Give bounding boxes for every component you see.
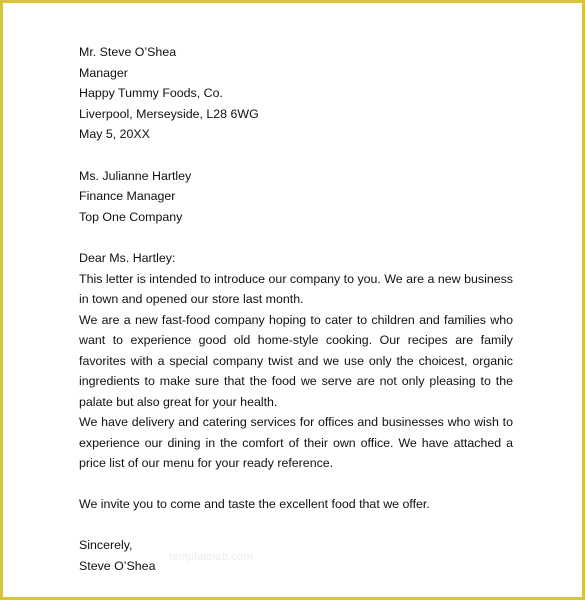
- salutation: Dear Ms. Hartley:: [79, 251, 176, 265]
- letter-page: [79, 42, 513, 576]
- body-paragraph: We invite you to come and taste the excellent food that we offer.: [79, 496, 430, 511]
- recipient-title: Finance Manager: [79, 189, 176, 203]
- valediction: Sincerely,: [79, 538, 133, 552]
- sender-address: Liverpool, Merseyside, L28 6WG: [79, 106, 259, 121]
- watermark: templatelab.com: [169, 551, 253, 563]
- recipient-name: Ms. Julianne Hartley: [79, 168, 192, 183]
- spacer: [79, 145, 513, 166]
- body-paragraph: We are a new fast-food company hoping to cater to children and families who want to experience good old home-style cooking. Our recipes are family favorites with a special company twist and we use only the choicest, organic ingredients to make sure that the food we serve are not only pleasing to the palate but also great for your health.: [79, 312, 513, 409]
- recipient-company: Top One Company: [79, 209, 183, 224]
- recipient-block: [79, 166, 513, 228]
- sender-company: Happy Tummy Foods, Co.: [79, 86, 223, 100]
- spacer: [79, 227, 513, 248]
- closing-block: [79, 535, 513, 576]
- sender-name: Mr. Steve O’Shea: [79, 45, 177, 59]
- spacer: [79, 474, 513, 494]
- letter-date: May 5, 20XX: [79, 127, 150, 141]
- sender-block: [79, 42, 513, 145]
- letter-body: [79, 248, 513, 514]
- body-paragraph: This letter is intended to introduce our company to you. We are a new business in town and opened our store last month.: [79, 271, 513, 306]
- body-paragraph: We have delivery and catering services for offices and businesses who wish to experience our dining in the comfort of their own office. We have attached a price list of our menu for your ready reference.: [79, 415, 513, 470]
- sender-title: Manager: [79, 65, 128, 80]
- signature-name: Steve O’Shea: [79, 558, 156, 573]
- spacer: [79, 514, 513, 535]
